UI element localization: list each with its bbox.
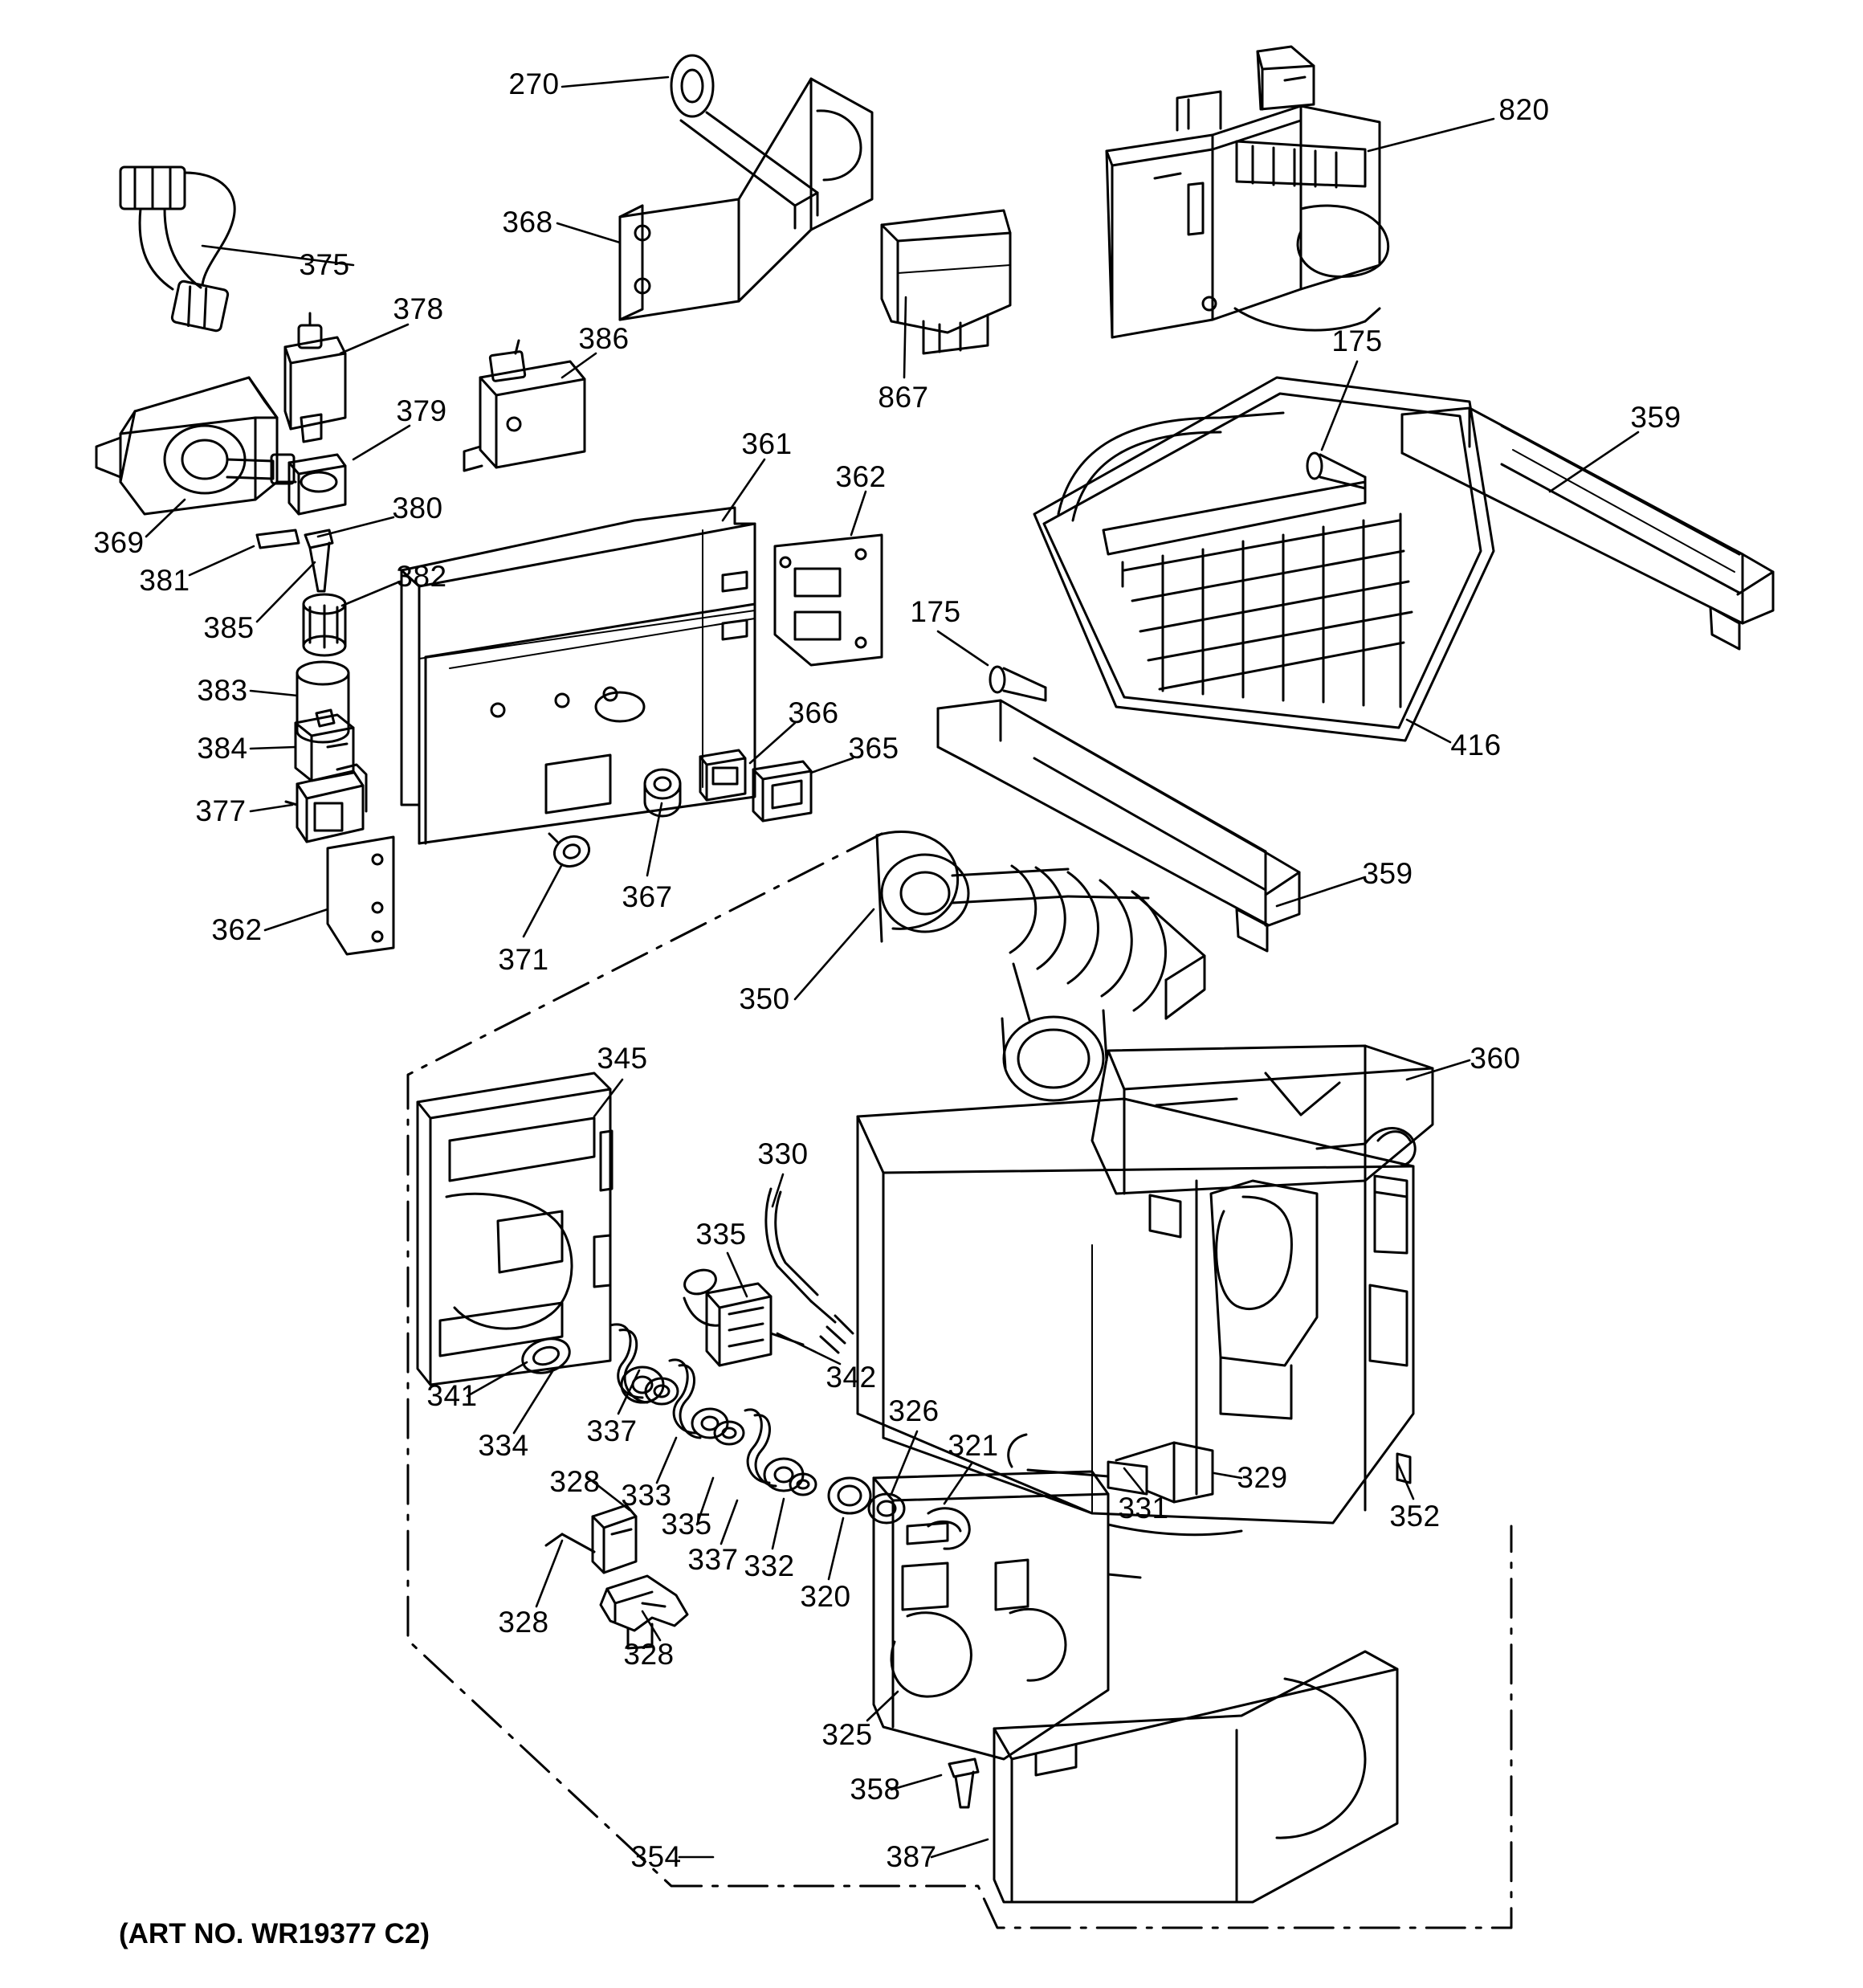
part-359-shelf-rail-right — [1402, 408, 1773, 649]
callout-379: 379 — [396, 394, 447, 427]
callout-378: 378 — [393, 292, 444, 325]
part-330-actuator-rod — [766, 1189, 853, 1353]
part-378-solenoid — [285, 313, 345, 442]
part-360-bucket-cover — [1092, 1046, 1433, 1194]
part-387-dispenser-front-panel — [994, 1651, 1397, 1902]
part-369-auger-motor — [96, 378, 296, 514]
part-335-linkage-arm-lower — [745, 1410, 776, 1486]
callout-328: 328 — [549, 1465, 601, 1498]
callout-337: 337 — [586, 1414, 638, 1447]
part-867-ice-bucket-shelf — [882, 210, 1010, 353]
assembly-group-boundary — [408, 834, 1511, 1928]
part-359-shelf-rail-left — [938, 700, 1299, 951]
callout-335: 335 — [695, 1218, 747, 1251]
callout-367: 367 — [622, 880, 673, 913]
callout-328: 328 — [498, 1606, 549, 1639]
callout-352: 352 — [1389, 1500, 1441, 1533]
callout-384: 384 — [197, 732, 248, 765]
part-331-wire-hook — [1108, 1525, 1241, 1535]
callout-362: 362 — [211, 913, 263, 946]
callout-366: 366 — [788, 696, 839, 729]
callout-320: 320 — [800, 1580, 851, 1613]
callout-377: 377 — [195, 794, 247, 827]
callout-325: 325 — [821, 1718, 873, 1751]
part-377-bracket — [286, 765, 366, 842]
part-352-ice-storage-bin — [858, 1099, 1415, 1523]
part-381-pin — [257, 530, 299, 548]
callout-360: 360 — [1470, 1042, 1521, 1075]
callout-270: 270 — [508, 67, 560, 100]
part-368-mounting-bracket — [620, 79, 872, 320]
callout-342: 342 — [826, 1361, 877, 1394]
callout-321: 321 — [948, 1429, 999, 1462]
callout-359: 359 — [1630, 401, 1682, 434]
callout-337: 337 — [687, 1543, 739, 1576]
callout-330: 330 — [757, 1137, 809, 1170]
part-362-side-panel-upper — [775, 535, 882, 665]
callout-332: 332 — [744, 1549, 795, 1582]
callout-387: 387 — [886, 1840, 937, 1873]
part-362-side-panel-lower — [328, 837, 393, 954]
callout-329: 329 — [1237, 1461, 1288, 1494]
callout-341: 341 — [426, 1379, 478, 1412]
callout-358: 358 — [850, 1773, 901, 1806]
callout-375: 375 — [299, 248, 350, 281]
part-382-bushing — [304, 594, 345, 655]
part-384-clip — [296, 710, 353, 781]
callout-326: 326 — [888, 1394, 940, 1427]
callout-383: 383 — [197, 674, 248, 707]
callout-333: 333 — [621, 1479, 672, 1512]
part-371-grommet — [549, 832, 593, 872]
part-320-retainer — [829, 1478, 870, 1513]
part-416-freezer-shelf — [1034, 378, 1494, 741]
callout-867: 867 — [878, 381, 929, 414]
callout-362: 362 — [835, 460, 887, 493]
part-386-control-box — [464, 341, 585, 471]
callout-380: 380 — [392, 492, 443, 525]
part-358-screw — [949, 1759, 978, 1807]
part-375-wire-harness — [120, 167, 234, 332]
callout-361: 361 — [741, 427, 793, 460]
part-328-lever-upper — [593, 1505, 636, 1573]
art-number-label: (ART NO. WR19377 C2) — [119, 1918, 430, 1949]
callout-381: 381 — [139, 564, 190, 597]
part-328-rod — [546, 1534, 594, 1552]
part-342-switch-assembly — [681, 1266, 803, 1365]
callout-365: 365 — [848, 732, 899, 765]
part-385-screw — [305, 530, 332, 591]
part-175-screw-lower — [990, 667, 1046, 700]
callout-385: 385 — [203, 611, 255, 644]
callout-334: 334 — [478, 1429, 529, 1462]
callout-354: 354 — [630, 1840, 682, 1873]
part-270-drive-bar — [671, 55, 817, 228]
part-337-bushing-upper — [622, 1367, 678, 1404]
part-379-collar — [289, 455, 345, 514]
callout-328: 328 — [623, 1638, 675, 1671]
part-350-auger — [877, 832, 1205, 1100]
part-345-dispenser-housing — [418, 1073, 612, 1385]
callout-369: 369 — [93, 526, 145, 559]
part-365-retainer — [753, 761, 811, 821]
callout-368: 368 — [502, 206, 553, 239]
part-820-icemaker-assembly — [1107, 47, 1388, 337]
part-366-switch — [700, 750, 745, 800]
callout-820: 820 — [1498, 93, 1550, 126]
callout-335: 335 — [661, 1508, 712, 1541]
callout-331: 331 — [1118, 1492, 1169, 1525]
callout-359: 359 — [1362, 857, 1413, 890]
callout-386: 386 — [578, 322, 630, 355]
callout-350: 350 — [739, 982, 790, 1015]
callout-175: 175 — [910, 595, 961, 628]
callout-175: 175 — [1331, 325, 1383, 357]
callout-371: 371 — [498, 943, 549, 976]
callout-382: 382 — [396, 560, 447, 593]
callout-416: 416 — [1450, 729, 1502, 761]
callout-345: 345 — [597, 1042, 648, 1075]
